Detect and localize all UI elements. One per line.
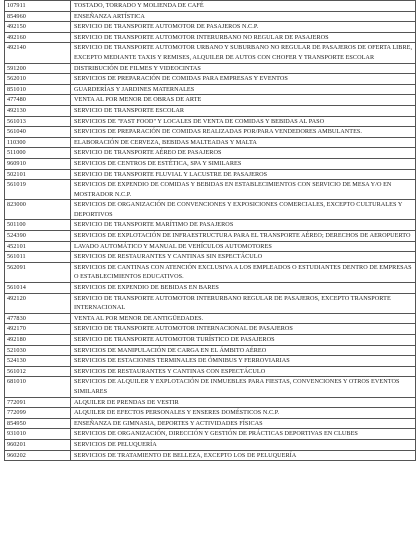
table-row <box>5 429 416 440</box>
activity-code-cell: 492140 <box>5 43 71 63</box>
activity-code-cell: 107911 <box>5 1 71 12</box>
activity-description-cell: SERVICIOS DE EXPLOTACIÓN DE INFRAESTRUCTURA PARA EL TRANSPORTE AÉREO; DERECHOS DE AEROPUERTO <box>71 231 416 242</box>
activity-code-cell: 960910 <box>5 158 71 169</box>
table-row <box>5 356 416 367</box>
activity-description-cell: SERVICIOS DE EXPENDIO DE COMIDAS Y BEBIDAS EN ESTABLECIMIENTOS CON SERVICIO DE MESA Y/O EN MOSTRADOR N.C.P. <box>71 180 416 200</box>
activity-description-cell: SERVICIOS DE RESTAURANTES Y CANTINAS SIN ESPECTÁCULO <box>71 252 416 263</box>
table-row <box>5 313 416 324</box>
activity-description-cell: SERVICIO DE TRANSPORTE AUTOMOTOR URBANO Y SUBURBANO NO REGULAR DE PASAJEROS DE OFERTA LIBRE, EXCEPTO MEDIANTE TAXIS Y REMISES, ALQUILER DE AUTOS CON CHOFER Y TRANSPORTE ESCOLAR <box>71 43 416 63</box>
activity-code-cell: 591200 <box>5 63 71 74</box>
activity-description-cell: ELABORACIÓN DE CERVEZA, BEBIDAS MALTEADAS Y MALTA <box>71 137 416 148</box>
activity-code-cell: 521030 <box>5 345 71 356</box>
activity-code-cell: 562010 <box>5 74 71 85</box>
activity-code-cell: 562091 <box>5 262 71 282</box>
activity-code-cell: 823000 <box>5 200 71 220</box>
table-row <box>5 324 416 335</box>
activity-description-cell: SERVICIOS DE PREPARACIÓN DE COMIDAS PARA EMPRESAS Y EVENTOS <box>71 74 416 85</box>
activity-description-cell: SERVICIOS DE ORGANIZACIÓN DE CONVENCIONES Y EXPOSICIONES COMERCIALES, EXCEPTO CULTURALES Y DEPORTIVOS <box>71 200 416 220</box>
activity-code-cell: 110300 <box>5 137 71 148</box>
activity-description-cell: SERVICIOS DE CANTINAS CON ATENCIÓN EXCLUSIVA A LOS EMPLEADOS O ESTUDIANTES DENTRO DE EMPRESAS O ESTABLECIMIENTOS EDUCATIVOS. <box>71 262 416 282</box>
table-row <box>5 63 416 74</box>
activity-description-cell: SERVICIOS DE "FAST FOOD" Y LOCALES DE VENTA DE COMIDAS Y BEBIDAS AL PASO <box>71 116 416 127</box>
activity-code-cell: 477830 <box>5 313 71 324</box>
table-row <box>5 262 416 282</box>
table-row <box>5 43 416 63</box>
activity-description-cell: SERVICIOS DE PREPARACIÓN DE COMIDAS REALIZADAS POR/PARA VENDEDORES AMBULANTES. <box>71 127 416 138</box>
activity-code-cell: 851010 <box>5 84 71 95</box>
activity-code-cell: 561012 <box>5 366 71 377</box>
activity-description-cell: SERVICIO DE TRANSPORTE MARÍTIMO DE PASAJEROS <box>71 220 416 231</box>
activity-codes-table-body <box>5 1 416 461</box>
table-row <box>5 335 416 346</box>
activity-code-cell: 502101 <box>5 169 71 180</box>
table-row <box>5 1 416 12</box>
activity-description-cell: SERVICIOS DE RESTAURANTES Y CANTINAS CON ESPECTÁCULO <box>71 366 416 377</box>
activity-code-cell: 561011 <box>5 252 71 263</box>
table-row <box>5 252 416 263</box>
activity-description-cell: SERVICIOS DE ORGANIZACIÓN, DIRECCIÓN Y GESTIÓN DE PRÁCTICAS DEPORTIVAS EN CLUBES <box>71 429 416 440</box>
activity-code-cell: 931010 <box>5 429 71 440</box>
table-row <box>5 408 416 419</box>
activity-code-cell: 561040 <box>5 127 71 138</box>
table-row <box>5 32 416 43</box>
activity-code-cell: 452101 <box>5 241 71 252</box>
table-row <box>5 439 416 450</box>
activity-code-cell: 772099 <box>5 408 71 419</box>
activity-description-cell: ALQUILER DE PRENDAS DE VESTIR <box>71 397 416 408</box>
activity-description-cell: DISTRIBUCIÓN DE FILMES Y VIDEOCINTAS <box>71 63 416 74</box>
table-row <box>5 22 416 33</box>
activity-code-cell: 772091 <box>5 397 71 408</box>
activity-description-cell: SERVICIOS DE CENTROS DE ESTÉTICA, SPA Y SIMILARES <box>71 158 416 169</box>
table-row <box>5 74 416 85</box>
activity-description-cell: SERVICIO DE TRANSPORTE FLUVIAL Y LACUSTRE DE PASAJEROS <box>71 169 416 180</box>
activity-code-cell: 960202 <box>5 450 71 461</box>
activity-description-cell: SERVICIO DE TRANSPORTE AÉREO DE PASAJEROS <box>71 148 416 159</box>
activity-codes-table <box>4 0 416 461</box>
activity-description-cell: SERVICIO DE TRANSPORTE AUTOMOTOR INTERURBANO NO REGULAR DE PASAJEROS <box>71 32 416 43</box>
activity-description-cell: VENTA AL POR MENOR DE ANTIGÜEDADES. <box>71 313 416 324</box>
activity-description-cell: VENTA AL POR MENOR DE OBRAS DE ARTE <box>71 95 416 106</box>
table-row <box>5 293 416 313</box>
table-row <box>5 450 416 461</box>
activity-code-cell: 477480 <box>5 95 71 106</box>
table-row <box>5 366 416 377</box>
activity-description-cell: TOSTADO, TORRADO Y MOLIENDA DE CAFÉ <box>71 1 416 12</box>
activity-code-cell: 492120 <box>5 293 71 313</box>
activity-code-cell: 524390 <box>5 231 71 242</box>
table-row <box>5 345 416 356</box>
activity-description-cell: SERVICIO DE TRANSPORTE ESCOLAR <box>71 105 416 116</box>
table-row <box>5 377 416 397</box>
activity-description-cell: SERVICIOS DE PELUQUERÍA <box>71 439 416 450</box>
activity-description-cell: ENSEÑANZA ARTÍSTICA <box>71 11 416 22</box>
table-row <box>5 180 416 200</box>
activity-code-cell: 492150 <box>5 22 71 33</box>
activity-code-cell: 492130 <box>5 105 71 116</box>
activity-code-cell: 511000 <box>5 148 71 159</box>
table-row <box>5 397 416 408</box>
table-row <box>5 231 416 242</box>
activity-description-cell: ALQUILER DE EFECTOS PERSONALES Y ENSERES DOMÉSTICOS N.C.P. <box>71 408 416 419</box>
activity-code-cell: 492170 <box>5 324 71 335</box>
activity-description-cell: LAVADO AUTOMÁTICO Y MANUAL DE VEHÍCULOS AUTOMOTORES <box>71 241 416 252</box>
activity-code-cell: 524130 <box>5 356 71 367</box>
table-row <box>5 95 416 106</box>
activity-code-cell: 681010 <box>5 377 71 397</box>
activity-description-cell: SERVICIOS DE ALQUILER Y EXPLOTACIÓN DE INMUEBLES PARA FIESTAS, CONVENCIONES Y OTROS EVENTOS SIMILARES <box>71 377 416 397</box>
activity-description-cell: SERVICIOS DE EXPENDIO DE BEBIDAS EN BARES <box>71 283 416 294</box>
table-row <box>5 148 416 159</box>
table-row <box>5 241 416 252</box>
activity-description-cell: SERVICIO DE TRANSPORTE AUTOMOTOR DE PASAJEROS N.C.P. <box>71 22 416 33</box>
activity-description-cell: SERVICIO DE TRANSPORTE AUTOMOTOR INTERNACIONAL DE PASAJEROS <box>71 324 416 335</box>
table-row <box>5 200 416 220</box>
activity-code-cell: 561019 <box>5 180 71 200</box>
table-row <box>5 116 416 127</box>
activity-code-cell: 561013 <box>5 116 71 127</box>
table-row <box>5 283 416 294</box>
table-row <box>5 127 416 138</box>
table-row <box>5 137 416 148</box>
activity-description-cell: SERVICIO DE TRANSPORTE AUTOMOTOR INTERURBANO REGULAR DE PASAJEROS, EXCEPTO TRANSPORTE INTERNACIONAL <box>71 293 416 313</box>
table-row <box>5 84 416 95</box>
activity-code-cell: 501100 <box>5 220 71 231</box>
activity-code-cell: 854950 <box>5 418 71 429</box>
activity-description-cell: SERVICIOS DE MANIPULACIÓN DE CARGA EN EL ÁMBITO AÉREO <box>71 345 416 356</box>
table-row <box>5 105 416 116</box>
activity-description-cell: SERVICIOS DE ESTACIONES TERMINALES DE ÓMNIBUS Y FERROVIARIAS <box>71 356 416 367</box>
activity-code-cell: 960201 <box>5 439 71 450</box>
table-row <box>5 418 416 429</box>
table-row <box>5 220 416 231</box>
activity-description-cell: ENSEÑANZA DE GIMNASIA, DEPORTES Y ACTIVIDADES FÍSICAS <box>71 418 416 429</box>
activity-code-cell: 561014 <box>5 283 71 294</box>
activity-code-cell: 492160 <box>5 32 71 43</box>
activity-code-cell: 854960 <box>5 11 71 22</box>
activity-description-cell: SERVICIOS DE TRATAMIENTO DE BELLEZA, EXCEPTO LOS DE PELUQUERÍA <box>71 450 416 461</box>
activity-code-cell: 492180 <box>5 335 71 346</box>
activity-description-cell: SERVICIO DE TRANSPORTE AUTOMOTOR TURÍSTICO DE PASAJEROS <box>71 335 416 346</box>
table-row <box>5 11 416 22</box>
table-row <box>5 158 416 169</box>
activity-codes-document <box>4 0 415 461</box>
table-row <box>5 169 416 180</box>
activity-description-cell: GUARDERÍAS Y JARDINES MATERNALES <box>71 84 416 95</box>
